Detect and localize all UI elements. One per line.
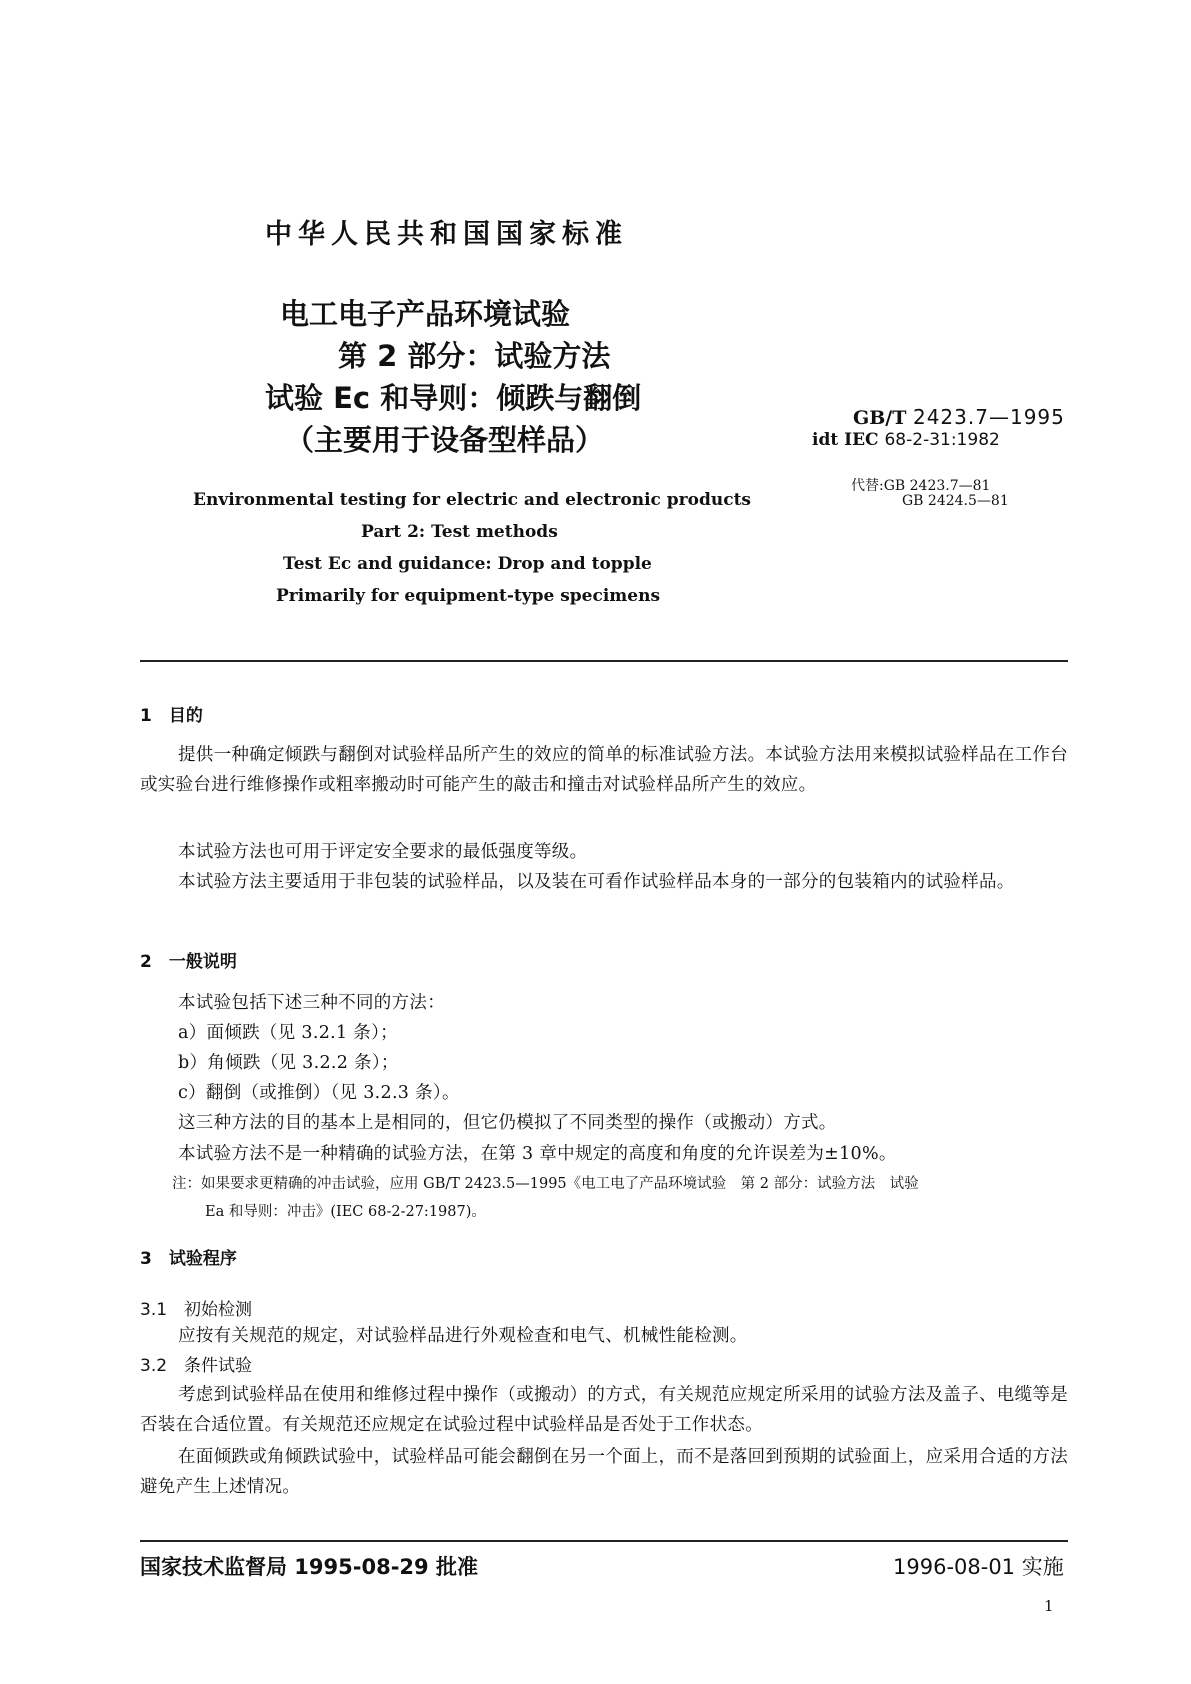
idt-standard — [812, 430, 1000, 450]
section-3-1-heading: 3.1 初始检测 — [140, 1300, 253, 1320]
approval-date: 国家技术监督局 1995-08-29 批准 — [140, 1555, 478, 1579]
header-divider — [140, 660, 1068, 662]
section-2-paragraph-3: 本试验方法不是一种精确的试验方法，在第 3 章中规定的高度和角度的允许误差为±10%。 — [178, 1144, 897, 1164]
section-1-paragraph-1: 提供一种确定倾跌与翻倒对试验样品所产生的效应的简单的标准试验方法。本试验方法用来模拟试验样品在工作台或实验台进行维修操作或粗率搬动时可能产生的敲击和撞击对试验样品所产生的效应。 — [140, 745, 1068, 795]
standard-prefix: GB/T — [853, 407, 913, 429]
section-2-heading: 2 一般说明 — [140, 952, 237, 972]
section-3-heading: 3 试验程序 — [140, 1249, 237, 1269]
section-1-paragraph-3: 本试验方法主要适用于非包装的试验样品，以及装在可看作试验样品本身的一部分的包装箱内的试验样品。 — [178, 872, 1015, 892]
section-1-heading: 1 目的 — [140, 706, 203, 726]
section-3-2-heading: 3.2 条件试验 — [140, 1356, 253, 1376]
cn-title-line-1: 电工电子产品环境试验 — [280, 297, 571, 331]
page-number: 1 — [1044, 1597, 1054, 1615]
section-2-item-c: c）翻倒（或推倒）（见 3.2.3 条）。 — [178, 1083, 460, 1103]
cn-title-line-2: 第 2 部分：试验方法 — [338, 339, 611, 373]
idt-prefix: idt IEC — [812, 430, 885, 450]
replaces-line-2: GB 2424.5—81 — [902, 493, 1009, 509]
national-standard-title: 中华人民共和国国家标准 — [265, 219, 628, 250]
footer-divider — [140, 1540, 1068, 1542]
section-2-item-a: a）面倾跌（见 3.2.1 条）； — [178, 1023, 398, 1043]
section-2-paragraph-2: 这三种方法的目的基本上是相同的，但它仍模拟了不同类型的操作（或搬动）方式。 — [178, 1113, 837, 1133]
en-title-line-1: Environmental testing for electric and electronic products — [193, 490, 751, 510]
section-3-1-paragraph: 应按有关规范的规定，对试验样品进行外观检查和电气、机械性能检测。 — [178, 1326, 748, 1346]
en-title-line-4: Primarily for equipment-type specimens — [276, 586, 661, 606]
section-2-paragraph-1: 本试验包括下述三种不同的方法： — [178, 993, 445, 1013]
implementation-date: 1996-08-01 实施 — [893, 1555, 1064, 1579]
standard-code: 2423.7—1995 — [912, 405, 1065, 429]
cn-title-line-3: 试验 Ec 和导则：倾跌与翻倒 — [265, 381, 642, 415]
section-2-note-line-2: Ea 和导则：冲击》(IEC 68-2-27:1987)。 — [205, 1204, 486, 1220]
section-3-2-paragraph-1: 考虑到试验样品在使用和维修过程中操作（或搬动）的方式，有关规范应规定所采用的试验方法及盖子、电缆等是否装在合适位置。有关规范还应规定在试验过程中试验样品是否处于工作状态。 — [140, 1385, 1068, 1435]
idt-code: 68-2-31:1982 — [884, 430, 1000, 450]
section-2-note-line-1: 注：如果要求更精确的冲击试验，应用 GB/T 2423.5—1995《电工电了产品环境试验 第 2 部分：试验方法 试验 — [172, 1176, 919, 1192]
section-3-2-paragraph-2: 在面倾跌或角倾跌试验中，试验样品可能会翻倒在另一个面上，而不是落回到预期的试验面上，应采用合适的方法避免产生上述情况。 — [140, 1447, 1068, 1497]
cn-title-line-4: （主要用于设备型样品） — [285, 423, 605, 457]
en-title-line-3: Test Ec and guidance: Drop and topple — [283, 554, 652, 574]
replaces-line-1: 代替:GB 2423.7—81 — [851, 478, 991, 494]
en-title-line-2: Part 2: Test methods — [361, 522, 558, 542]
section-1-paragraph-2: 本试验方法也可用于评定安全要求的最低强度等级。 — [178, 842, 588, 862]
section-2-item-b: b）角倾跌（见 3.2.2 条）； — [178, 1053, 399, 1073]
standard-number — [853, 405, 1065, 429]
